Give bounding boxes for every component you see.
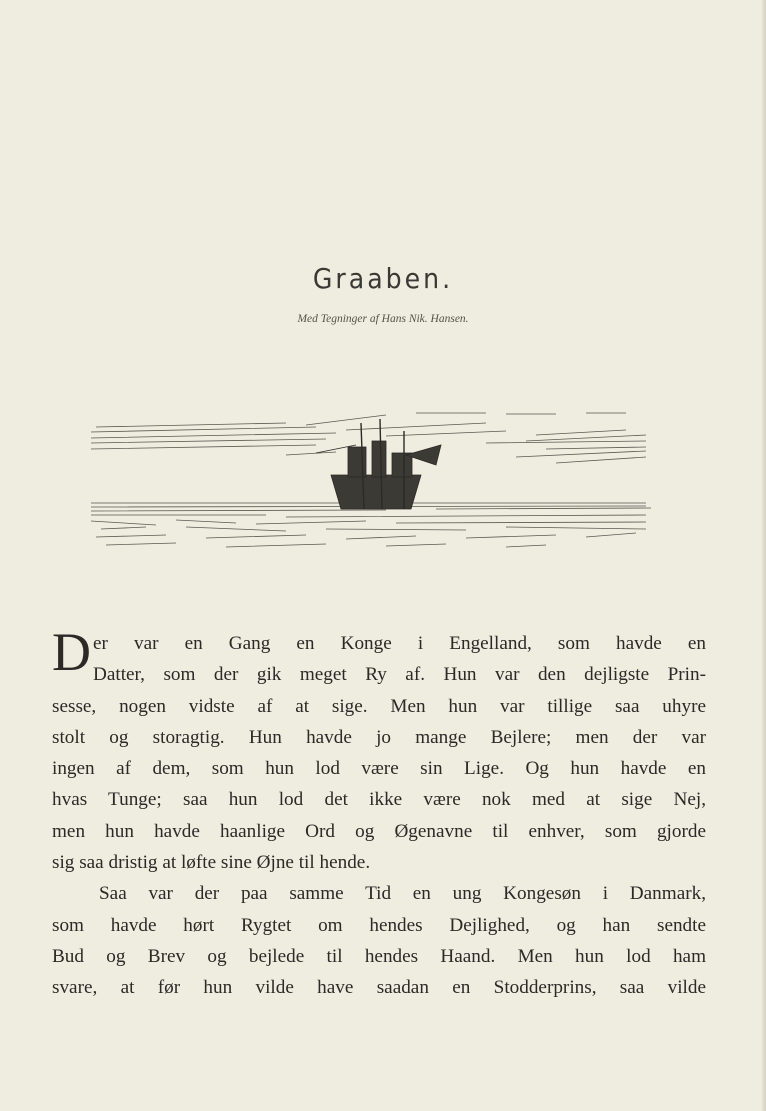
text-line: Datter, som der gik meget Ry af. Hun var den dejligste Prin- — [93, 664, 706, 686]
text-line: sig saa dristig at løfte sine Øjne til hende. — [52, 852, 371, 874]
sailing-ship-at-sea-engraving — [86, 405, 656, 555]
paragraph-1 — [52, 622, 706, 878]
text-line: svare, at før hun vilde have saadan en Stodderprins, saa vilde — [52, 977, 706, 999]
page-title: Graaben. — [312, 262, 454, 295]
page-edge — [762, 0, 766, 1111]
text-line: sesse, nogen vidste af at sige. Men hun var tillige saa uhyre — [52, 695, 706, 717]
text-line: stolt og storagtig. Hun havde jo mange Bejlere; men der var — [52, 726, 706, 748]
text-line: Saa var der paa samme Tid en ung Kongesøn i Danmark, — [99, 883, 706, 905]
subtitle-credit: Med Tegninger af Hans Nik. Hansen. — [297, 313, 469, 325]
paragraph-2 — [52, 878, 706, 1003]
text-line: hvas Tunge; saa hun lod det ikke være nok med at sige Nej, — [52, 789, 706, 811]
drop-cap: D — [52, 622, 91, 682]
text-line: er var en Gang en Konge i Engelland, som havde en — [93, 633, 706, 654]
text-line: ingen af dem, som hun lod være sin Lige. Og hun havde en — [52, 758, 706, 780]
text-line: men hun havde haanlige Ord og Øgenavne til enhver, som gjorde — [52, 820, 706, 842]
text-line: som havde hørt Rygtet om hendes Dejlighed, og han sendte — [52, 914, 706, 936]
text-line: Bud og Brev og bejlede til hendes Haand. Men hun lod ham — [52, 945, 706, 967]
body-text — [52, 622, 706, 1004]
